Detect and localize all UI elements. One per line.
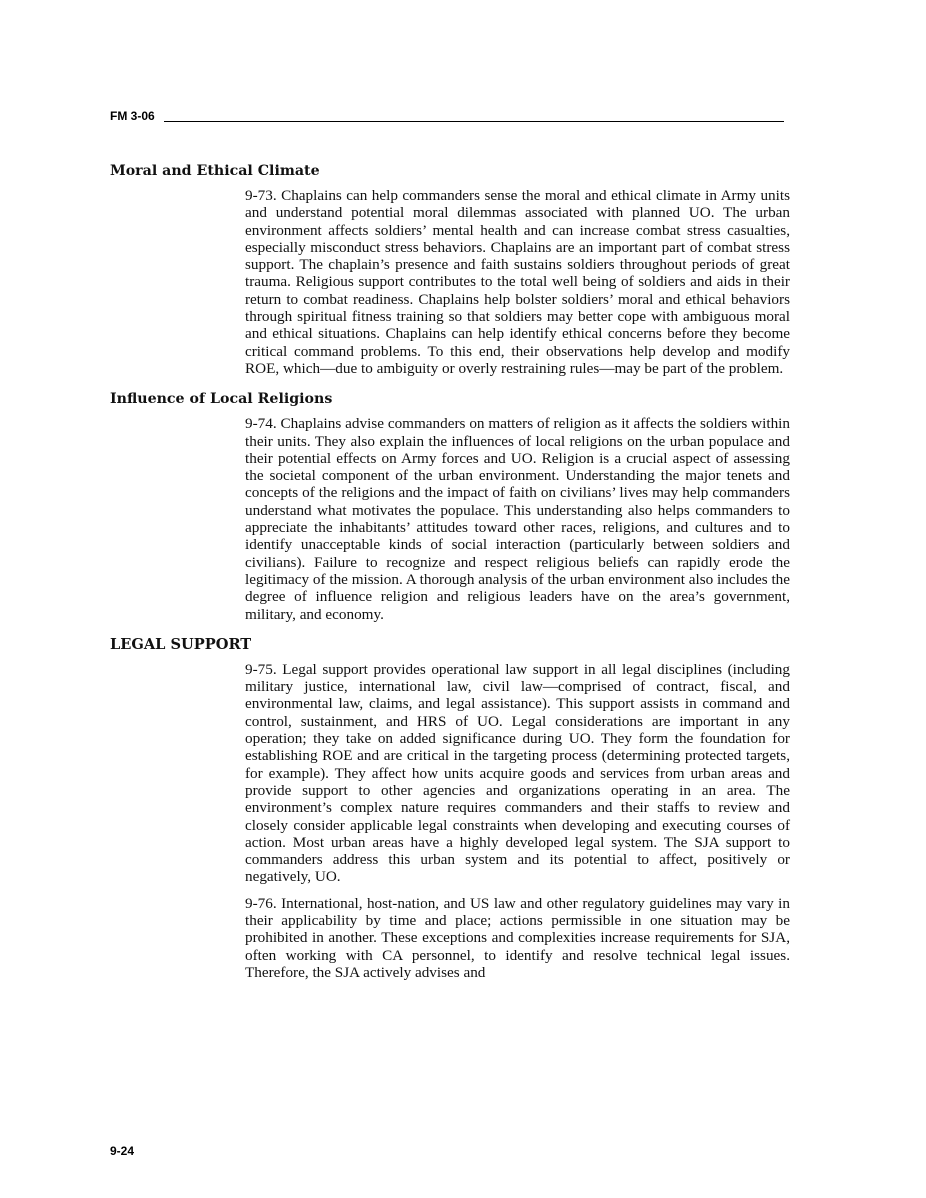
heading-moral-ethical-climate: Moral and Ethical Climate	[110, 163, 320, 179]
running-header	[110, 109, 784, 127]
heading-legal-support: LEGAL SUPPORT	[110, 635, 252, 653]
paragraph-9-75: 9-75. Legal support provides operational law support in all legal disciplines (including military justice, international law, civil law—comprised of contract, fiscal, and environmental law, claims, and legal assistance). This support assists in command and control, sustainment, and HRS of UO. Legal considerations are important in any operation; they take on added significance during UO. They form the foundation for establishing ROE and are critical in the targeting process (determining protected targets, for example). They affect how units acquire goods and services from urban areas and provide support to other agencies and organizations operating in an area. The environment’s complex nature requires commanders and their staffs to review and closely consider applicable legal constraints when developing and executing courses of action. Most urban areas have a highly developed legal system. The SJA support to commanders address this urban system and its potential to affect, positively or negatively, UO.	[245, 660, 790, 886]
paragraph-9-74: 9-74. Chaplains advise commanders on matters of religion as it affects the soldiers within their units. They also explain the influences of local religions on the urban populace and their potential effects on Army forces and UO. Religion is a crucial aspect of assessing the societal component of the urban environment. Understanding the major tenets and concepts of the religions and the impact of faith on civilians’ lives may help commanders understand what motivates the populace. This understanding also helps commanders to appreciate the inhabitants’ attitudes toward other races, religions, and cultures and to identify unacceptable kinds of social interaction (particularly between soldiers and civilians). Failure to recognize and respect religious beliefs can rapidly erode the legitimacy of the mission. A thorough analysis of the urban environment also includes the degree of influence religion and religious leaders have on the area’s government, military, and economy.	[245, 415, 790, 623]
manual-number: FM 3-06	[110, 109, 155, 123]
paragraph-9-73: 9-73. Chaplains can help commanders sense the moral and ethical climate in Army units and understand potential moral dilemmas associated with planned UO. The urban environment affects soldiers’ mental health and can increase combat stress casualties, especially misconduct stress behaviors. Chaplains are an important part of combat stress support. The chaplain’s presence and faith sustains soldiers throughout periods of great trauma. Religious support contributes to the total well being of soldiers and aids in their return to combat readiness. Chaplains help bolster soldiers’ moral and ethical behaviors through spiritual fitness training so that soldiers may better cope with ambiguous moral and ethical situations. Chaplains can help identify ethical concerns before they become critical command problems. To this end, their observations help develop and modify ROE, which—due to ambiguity or overly restraining rules—may be part of the problem.	[245, 187, 790, 377]
heading-influence-local-religions: Influence of Local Religions	[110, 391, 333, 408]
page-number: 9-24	[110, 1144, 135, 1158]
page-body	[110, 161, 790, 990]
header-rule	[164, 121, 784, 122]
paragraph-9-76: 9-76. International, host-nation, and US law and other regulatory guidelines may vary in their applicability by time and place; actions permissible in one situation may be prohibited in another. These exceptions and complexities increase requirements for SJA, often working with CA personnel, to identify and resolve technical legal issues. Therefore, the SJA actively advises and	[245, 894, 790, 981]
